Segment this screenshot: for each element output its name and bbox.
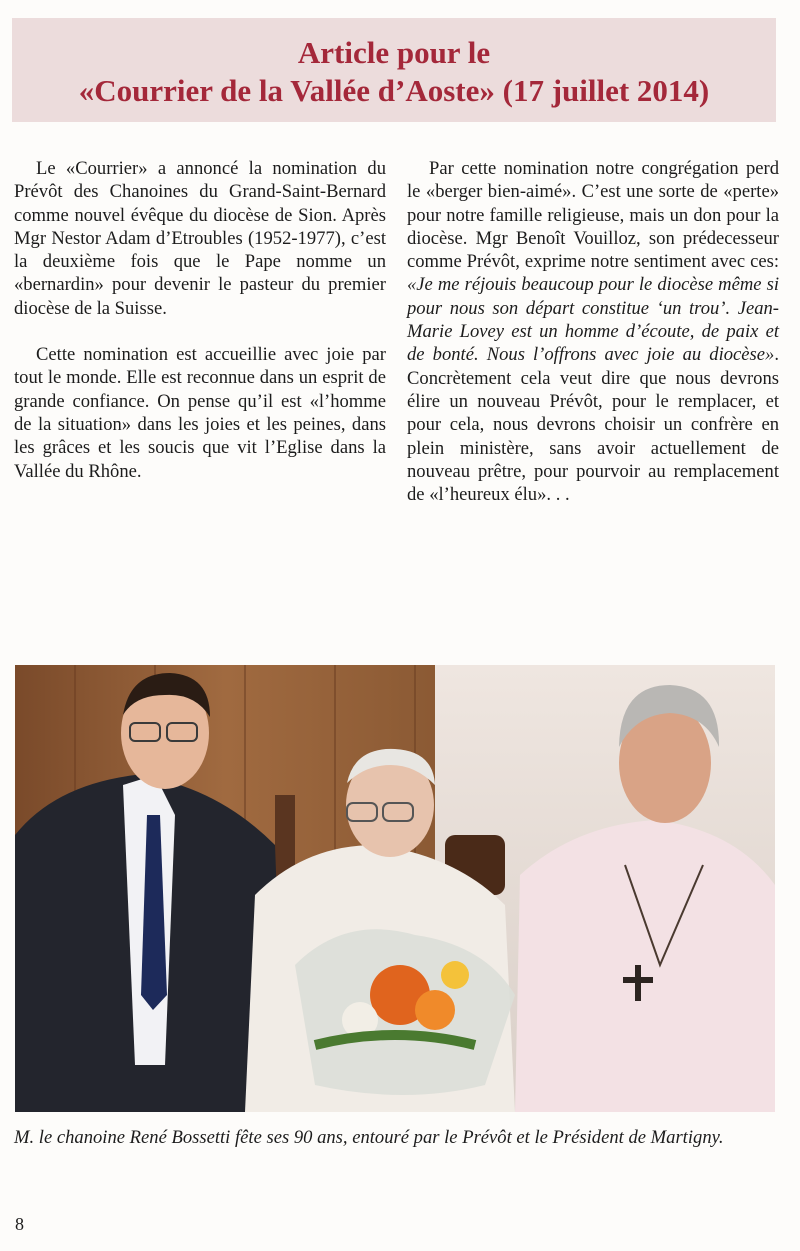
photo-illustration xyxy=(15,665,775,1112)
left-paragraph-2: Cette nomination est accueillie avec joie par tout le monde. Elle est reconnue dans un esprit de grande confiance. On pense qu’il est «l’homme de la situation» dans les joies et les peines, dans les grâces et les soucis que vit l’Eglise dans la Vallée du Rhône. xyxy=(14,344,386,482)
right-paragraph-start: Par cette nomination notre congrégation perd le «berger bien-aimé». C’est une sorte de «perte» pour notre famille religieuse, mais un don pour la diocèse. Mgr Benoît Vouilloz, son prédecesseur comme Prévôt, exprime notre sentiment avec ces: xyxy=(407,158,779,273)
photo-caption: M. le chanoine René Bossetti fête ses 90 ans, entouré par le Prévôt et le Président de Martigny. xyxy=(14,1127,724,1148)
title-line-2: «Courrier de la Vallée d’Aoste» (17 juillet 2014) xyxy=(78,73,710,108)
right-paragraph-end: . Concrètement cela veut dire que nous devrons élire un nouveau Prévôt, pour le remplacer, et pour cela, nous devrons choisir un confrère en plein ministère, sans avoir actuellement de nouveau prêtre, pour pourvoir au remplacement de «l’heureux élu». . . xyxy=(407,344,779,506)
left-paragraph-1: Le «Courrier» a annoncé la nomination du Prévôt des Chanoines du Grand-Saint-Bernard comme nouvel évêque du diocèse de Sion. Après Mgr Nestor Adam d’Etroubles (1952-1977), c’est la deuxième fois que le Pape nomme un «bernardin» pour devenir le pasteur du premier diocèse de la Suisse. xyxy=(14,158,386,319)
right-paragraph-1 xyxy=(407,157,779,506)
quote-text: «Je me réjouis beaucoup pour le diocèse même si pour nous son départ constitue ‘un trou’. Jean-Marie Lovey est un homme d’écoute, de paix et de bonté. Nous l’offrons avec joie au diocèse» xyxy=(407,274,779,366)
left-column xyxy=(14,157,386,483)
group-photo xyxy=(15,665,775,1112)
right-column xyxy=(407,157,779,506)
article-header xyxy=(12,18,776,122)
page-number: 8 xyxy=(15,1214,24,1234)
title-line-1: Article pour le xyxy=(297,35,491,70)
